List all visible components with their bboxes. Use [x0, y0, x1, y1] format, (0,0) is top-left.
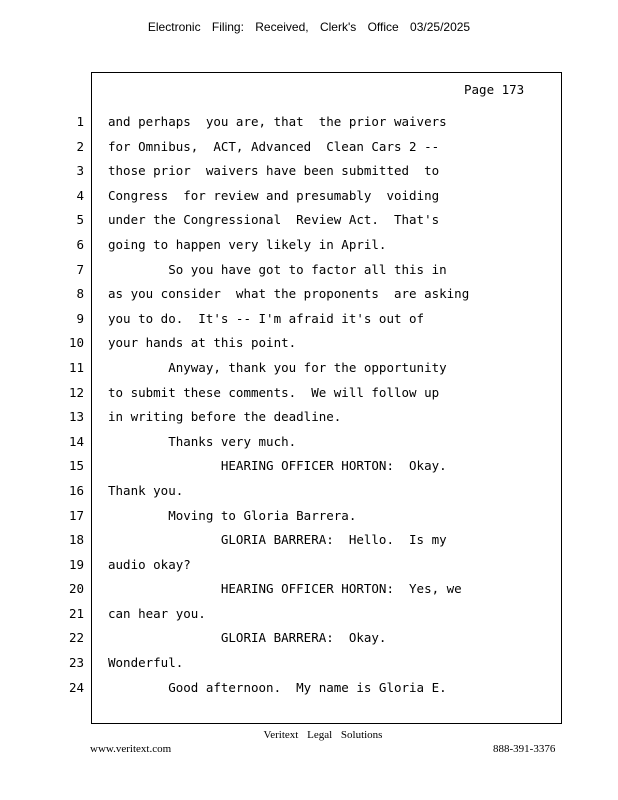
- line-number: 17: [68, 507, 84, 523]
- line-number: 14: [68, 433, 84, 449]
- line-number: 9: [76, 310, 84, 326]
- line-number: 24: [68, 679, 84, 695]
- transcript-line: those prior waivers have been submitted to: [108, 163, 440, 179]
- line-number: 16: [68, 482, 84, 498]
- transcript-line: going to happen very likely in April.: [108, 236, 387, 252]
- transcript-line: Wonderful.: [108, 655, 184, 671]
- transcript-line: Anyway, thank you for the opportunity: [108, 359, 447, 375]
- transcript-line: under the Congressional Review Act. That's: [108, 212, 440, 228]
- line-number: 3: [76, 163, 84, 179]
- line-number: 11: [68, 359, 84, 375]
- line-number: 18: [68, 532, 84, 548]
- transcript-line: your hands at this point.: [108, 335, 297, 351]
- transcript-line: GLORIA BARRERA: Okay.: [108, 630, 387, 646]
- filing-header: Electronic Filing: Received, Clerk's Office 03/25/2025: [147, 20, 471, 34]
- line-number: 2: [76, 138, 84, 154]
- transcript-line: as you consider what the proponents are asking: [108, 286, 470, 302]
- line-number: 6: [76, 236, 84, 252]
- line-number: 22: [68, 630, 84, 646]
- line-number: 20: [68, 581, 84, 597]
- line-number: 8: [76, 286, 84, 302]
- line-number: 4: [76, 187, 84, 203]
- transcript-line: So you have got to factor all this in: [108, 261, 447, 277]
- line-number: 21: [68, 605, 84, 621]
- line-number: 5: [76, 212, 84, 228]
- transcript-text: [108, 113, 558, 703]
- transcript-line: to submit these comments. We will follow up: [108, 384, 440, 400]
- line-number: 23: [68, 655, 84, 671]
- line-number: 15: [68, 458, 84, 474]
- footer-phone: 888-391-3376: [493, 743, 556, 755]
- footer-company: Veritext Legal Solutions: [263, 729, 383, 741]
- transcript-line: you to do. It's -- I'm afraid it's out of: [108, 310, 425, 326]
- transcript-line: HEARING OFFICER HORTON: Yes, we: [108, 581, 462, 597]
- line-number: 10: [68, 335, 84, 351]
- transcript-line: Congress for review and presumably voiding: [108, 187, 440, 203]
- transcript-line: Thank you.: [108, 482, 184, 498]
- line-number: 12: [68, 384, 84, 400]
- line-number-column: [60, 113, 84, 703]
- line-number: 19: [68, 556, 84, 572]
- transcript-line: can hear you.: [108, 605, 206, 621]
- transcript-line: and perhaps you are, that the prior waivers: [108, 114, 447, 129]
- footer-website: www.veritext.com: [90, 743, 172, 755]
- transcript-line: GLORIA BARRERA: Hello. Is my: [108, 532, 447, 548]
- transcript-line: Good afternoon. My name is Gloria E.: [108, 679, 447, 695]
- transcript-line: for Omnibus, ACT, Advanced Clean Cars 2 --: [108, 138, 440, 154]
- line-number: 13: [68, 409, 84, 425]
- transcript-line: HEARING OFFICER HORTON: Okay.: [108, 458, 447, 474]
- transcript-line: Moving to Gloria Barrera.: [108, 507, 357, 523]
- line-number: 1: [76, 114, 84, 129]
- transcript-line: Thanks very much.: [108, 433, 297, 449]
- transcript-line: audio okay?: [108, 556, 191, 572]
- transcript-line: in writing before the deadline.: [108, 409, 342, 425]
- page-number: Page 173: [464, 82, 525, 97]
- line-number: 7: [76, 261, 84, 277]
